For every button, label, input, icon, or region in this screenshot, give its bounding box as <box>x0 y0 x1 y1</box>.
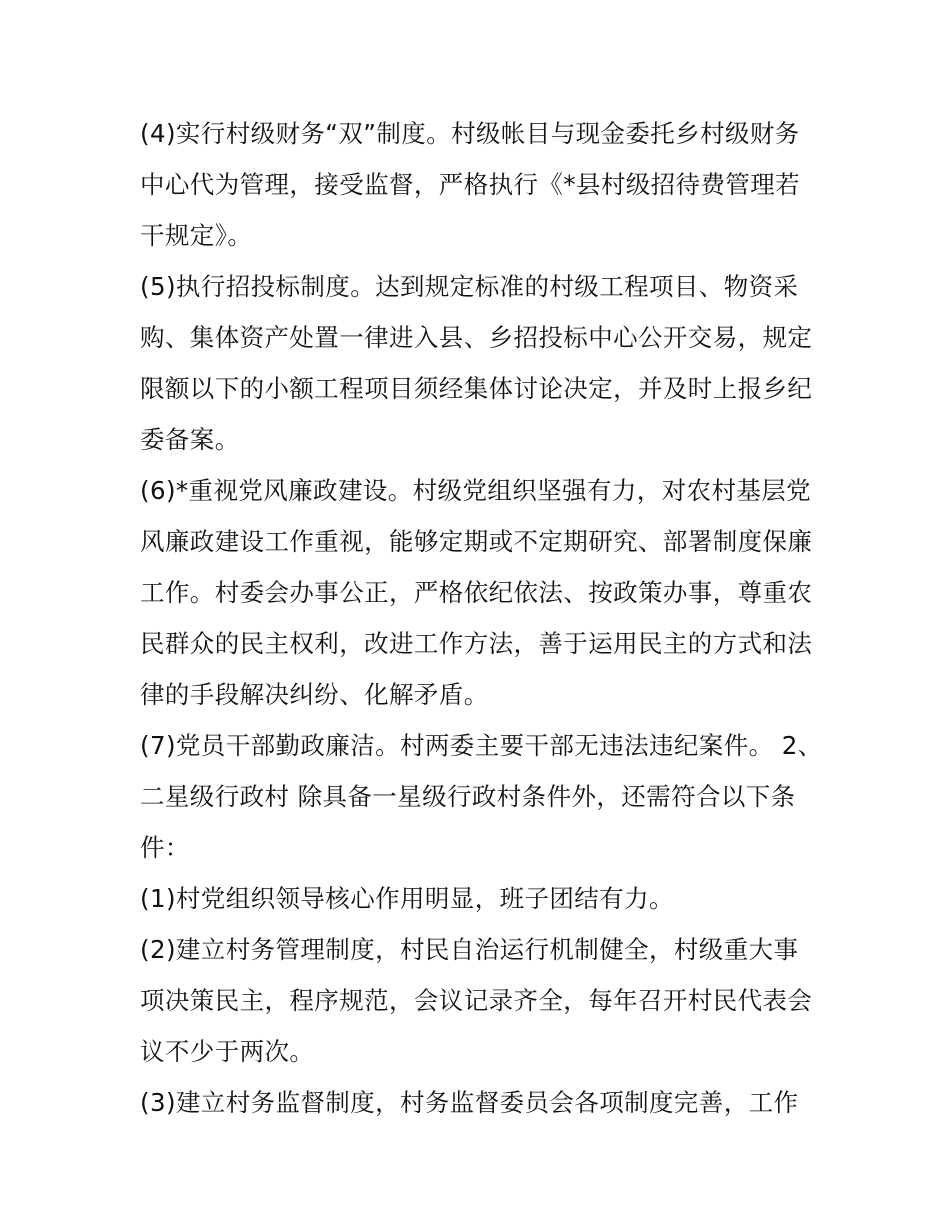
text-line: 中心代为管理，接受监督，严格执行《*县村级招待费管理若 <box>140 170 801 199</box>
text-line: 限额以下的小额工程项目须经集体讨论决定，并及时上报乡纪 <box>140 374 813 403</box>
text-line: (1)村党组织领导核心作用明显，班子团结有力。 <box>140 884 674 913</box>
text-line: 律的手段解决纠纷、化解矛盾。 <box>140 680 489 709</box>
text-line: 干规定》。 <box>140 221 253 250</box>
text-line: 议不少于两次。 <box>140 1037 315 1066</box>
text-line: 委备案。 <box>140 425 240 454</box>
text-line: (7)党员干部勤政廉洁。村两委主要干部无违法违纪案件。 2、 <box>140 731 823 760</box>
text-line: 件： <box>140 833 190 862</box>
text-line: 项决策民主，程序规范，会议记录齐全，每年召开村民代表会 <box>140 986 813 1015</box>
text-line: 工作。村委会办事公正，严格依纪依法、按政策办事，尊重农 <box>140 578 813 607</box>
text-line: 民群众的民主权利，改进工作方法，善于运用民主的方式和法 <box>140 629 813 658</box>
text-line: 风廉政建设工作重视，能够定期或不定期研究、部署制度保廉 <box>140 527 813 556</box>
text-line: 购、集体资产处置一律进入县、乡招投标中心公开交易，规定 <box>140 323 813 352</box>
text-line: (6)*重视党风廉政建设。村级党组织坚强有力，对农村基层党 <box>140 476 812 505</box>
text-line: (3)建立村务监督制度，村务监督委员会各项制度完善，工作 <box>140 1088 799 1117</box>
text-line: (4)实行村级财务“双”制度。村级帐目与现金委托乡村级财务 <box>140 119 800 148</box>
text-line: 二星级行政村 除具备一星级行政村条件外，还需符合以下条 <box>140 782 796 811</box>
text-line: (5)执行招投标制度。达到规定标准的村级工程项目、物资采 <box>140 272 799 301</box>
text-line: (2)建立村务管理制度，村民自治运行机制健全，村级重大事 <box>140 935 799 964</box>
document-body <box>140 108 830 1128</box>
